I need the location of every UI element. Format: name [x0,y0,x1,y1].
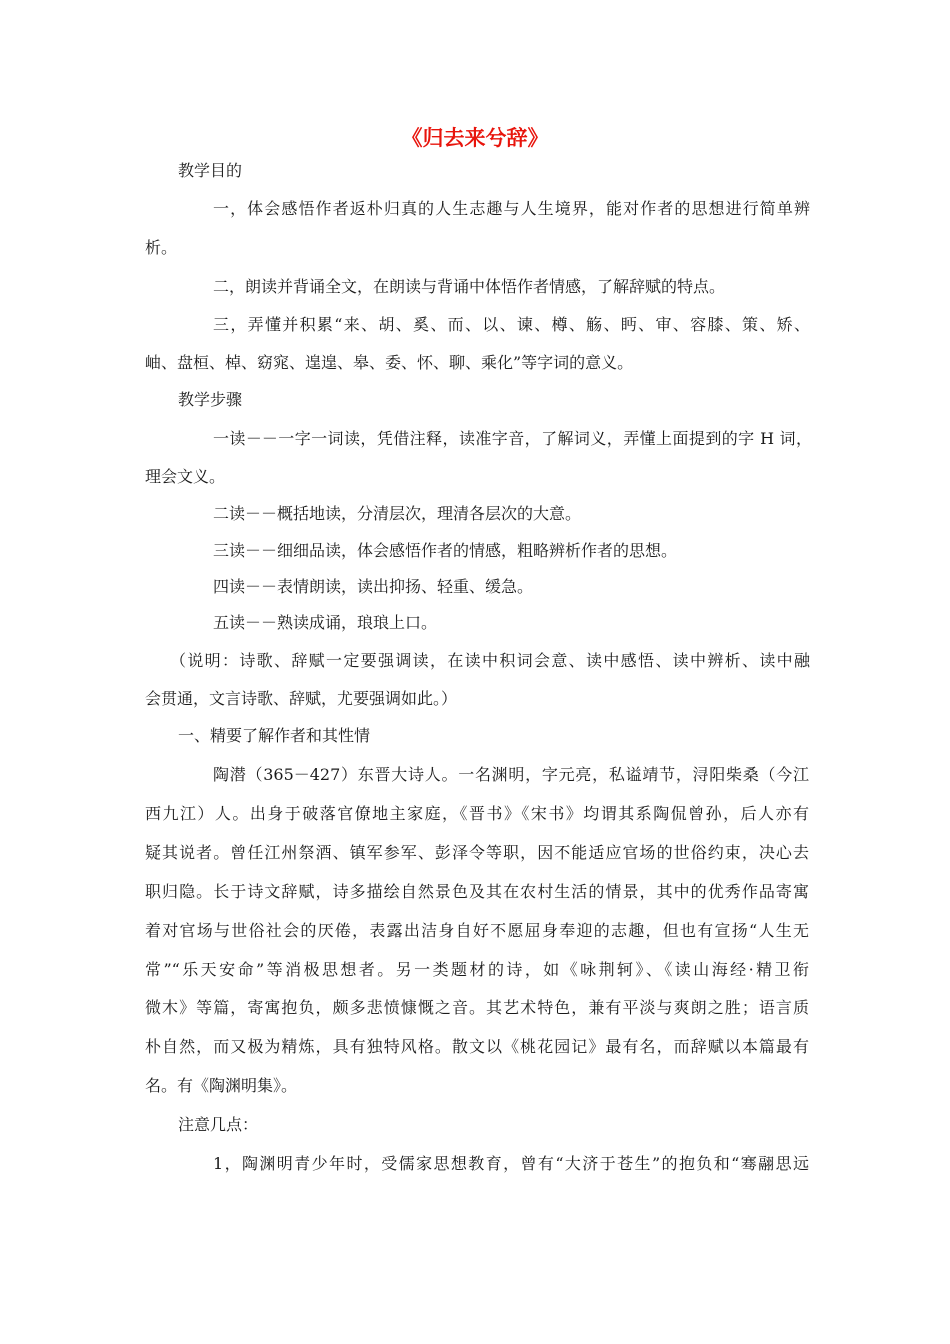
paragraph-line: 五读－－熟读成诵，琅琅上口。 [213,613,438,632]
section-heading-notes: 注意几点： [178,1115,259,1134]
paragraph-line: 1，陶渊明青少年时，受儒家思想教育，曾有“大济于苍生”的抱负和“骞翮思远 [213,1154,809,1173]
paragraph-line: 朴自然，而又极为精炼，具有独特风格。散文以《桃花园记》最有名，而辞赋以本篇最有 [145,1037,809,1056]
paragraph-line: 着对官场与世俗社会的厌倦，表露出洁身自好不愿屈身奉迎的志趣，但也有宣扬“人生无 [145,921,809,940]
paragraph-line: 理会文义。 [145,467,226,486]
paragraph-line: 陶潜（365－427）东晋大诗人。一名渊明，字元亮，私谥靖节，浔阳柴桑（今江 [213,765,809,784]
paragraph-line: 析。 [145,238,178,257]
section-heading-steps: 教学步骤 [178,390,243,409]
paragraph-line: 西九江）人。出身于破落官僚地主家庭，《晋书》《宋书》均谓其系陶侃曾孙，后人亦有 [145,804,809,823]
section-heading-author: 一、精要了解作者和其性情 [178,726,371,745]
paragraph-line: 岫、盘桓、棹、窈窕、遑遑、皋、委、怀、聊、乘化”等字词的意义。 [145,353,634,372]
paragraph-line: 微木》等篇，寄寓抱负，颇多悲愤慷慨之音。其艺术特色，兼有平淡与爽朗之胜；语言质 [145,998,809,1017]
section-heading-goals: 教学目的 [178,161,243,180]
paragraph-line: 三，弄懂并积累“来、胡、奚、而、以、谏、樽、觞、眄、审、容膝、策、矫、 [213,315,810,334]
paragraph-line: 二读－－概括地读，分清层次，理清各层次的大意。 [213,504,582,523]
paragraph-line: （说明：诗歌、辞赋一定要强调读，在读中积词会意、读中感悟、读中辨析、读中融 [170,651,810,670]
paragraph-line: 二，朗读并背诵全文，在朗读与背诵中体悟作者情感，了解辞赋的特点。 [213,277,726,296]
paragraph-line: 四读－－表情朗读，读出抑扬、轻重、缓急。 [213,577,534,596]
paragraph-line: 名。有《陶渊明集》。 [145,1076,298,1095]
paragraph-line: 三读－－细细品读，体会感悟作者的情感，粗略辨析作者的思想。 [213,541,678,560]
document-title: 《归去来兮辞》 [401,125,549,150]
paragraph-line: 职归隐。长于诗文辞赋，诗多描绘自然景色及其在农村生活的情景，其中的优秀作品寄寓 [145,882,809,901]
paragraph-line: 疑其说者。曾任江州祭酒、镇军参军、彭泽令等职，因不能适应官场的世俗约束，决心去 [145,843,809,862]
paragraph-line: 一读－－一字一词读，凭借注释，读准字音，了解词义，弄懂上面提到的字 H 词， [213,429,812,448]
paragraph-line: 一，体会感悟作者返朴归真的人生志趣与人生境界，能对作者的思想进行简单辨 [213,199,810,218]
paragraph-line: 常”“乐天安命”等消极思想者。另一类题材的诗，如《咏荆轲》、《读山海经·精卫衔 [145,960,809,979]
paragraph-line: 会贯通，文言诗歌、辞赋，尤要强调如此。） [145,689,458,708]
